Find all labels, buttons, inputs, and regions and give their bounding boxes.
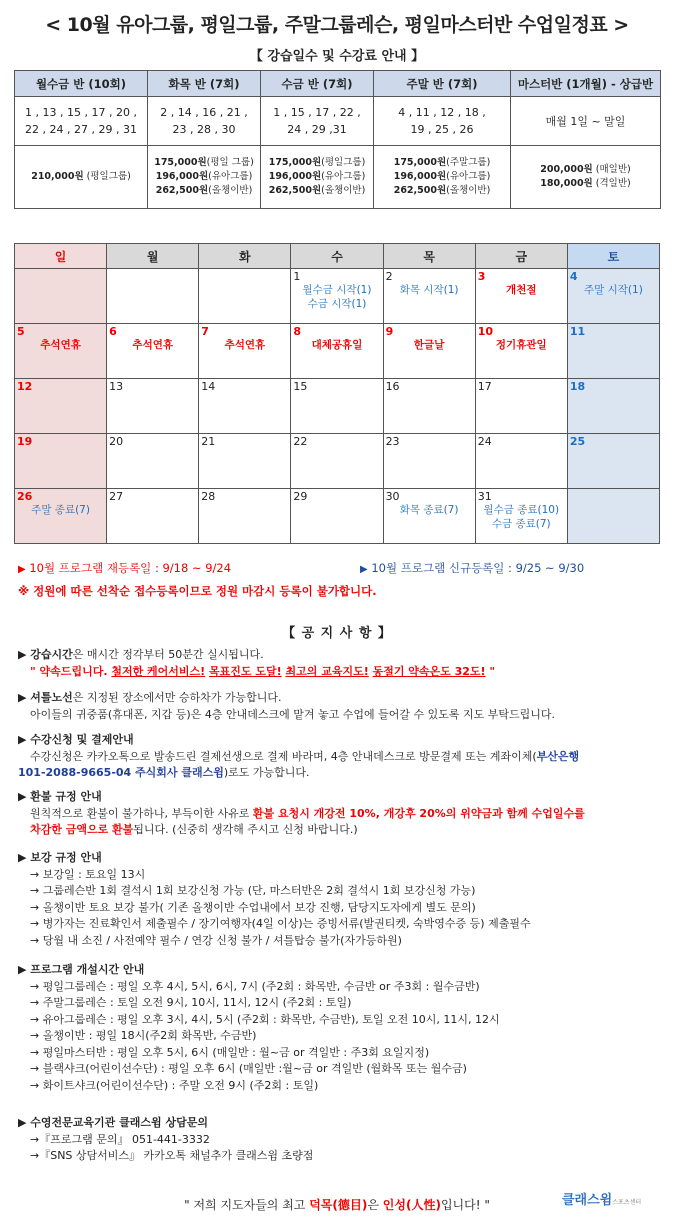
day-number: 8 — [293, 325, 302, 338]
day-event: 수금 종료(7) — [491, 518, 551, 530]
day-number: 12 — [17, 380, 33, 393]
day-event: 개천절 — [506, 284, 537, 296]
fee-note: (평일 그룹) — [206, 157, 254, 168]
calendar-day — [291, 269, 383, 324]
fee-days-text: 22 , 24 , 27 , 29 , 31 — [25, 123, 137, 136]
day-number: 6 — [109, 325, 117, 338]
day-number: 2 — [385, 270, 393, 283]
day-event: 월수금 종료(10) — [483, 504, 560, 516]
day-number: 3 — [477, 270, 486, 283]
day-event: 추석연휴 — [132, 339, 173, 351]
calendar-day — [383, 434, 475, 489]
section-schedule — [18, 962, 664, 1094]
weekday-header: 수 — [291, 244, 383, 269]
calendar-day — [199, 324, 291, 379]
fee-amount: 196,000원 — [393, 171, 447, 182]
section-heading: ▶ 강습시간 — [18, 648, 73, 661]
fee-header: 수금 반 (7회) — [261, 71, 374, 97]
fee-header: 월수금 반 (10회) — [15, 71, 148, 97]
fee-note: (유아그룹) — [446, 171, 491, 182]
day-event: 한글날 — [413, 339, 445, 351]
list-item: → 화이트샤크(어린이선수단) : 주말 오전 9시 (주2회 : 토일) — [30, 1078, 319, 1092]
calendar-day — [107, 434, 199, 489]
fee-days-text: 2 , 14 , 16 , 21 , — [160, 106, 248, 119]
calendar-day — [567, 269, 659, 324]
calendar-day — [15, 434, 107, 489]
fee-days-text: 4 , 11 , 12 , 18 , — [398, 106, 486, 119]
calendar-day — [567, 379, 659, 434]
section-contact — [18, 1115, 664, 1165]
calendar-day — [383, 379, 475, 434]
fee-days-cell — [261, 97, 374, 146]
fee-amount: 196,000원 — [268, 171, 322, 182]
fee-days-text: 23 , 28 , 30 — [172, 123, 236, 136]
fee-header: 마스터반 (1개월) - 상급반 — [511, 71, 661, 97]
fee-days-text: 24 , 29 ,31 — [287, 123, 347, 136]
fee-note: (올챙이반) — [208, 185, 253, 196]
list-item: → 유아그룹레슨 : 평일 오후 3시, 4시, 5시 (주2회 : 화목반, 수금반), 토일 오전 10시, 11시, 12시 — [30, 1012, 500, 1026]
calendar-day — [15, 269, 107, 324]
brand-logo: 클래스윔스포츠센터 — [562, 1193, 642, 1208]
fee-price-cell — [148, 146, 261, 209]
calendar-day — [107, 269, 199, 324]
calendar-day — [475, 324, 567, 379]
day-number: 18 — [569, 380, 586, 393]
fee-note: (매일반) — [592, 164, 631, 175]
calendar-day — [291, 489, 383, 544]
list-item: → 주말그룹레슨 : 토일 오전 9시, 10시, 11시, 12시 (주2회 : 토일) — [30, 996, 352, 1009]
fee-amount: 180,000원 — [540, 178, 593, 189]
renew-registration — [18, 560, 231, 576]
day-number: 22 — [293, 435, 308, 448]
day-number: 26 — [17, 490, 33, 503]
day-event: 주말 종료(7) — [31, 504, 90, 516]
day-number: 24 — [477, 435, 492, 448]
day-number: 23 — [385, 435, 400, 448]
calendar-day — [291, 324, 383, 379]
fee-days-cell — [511, 97, 661, 146]
fee-note: (유아그룹) — [321, 171, 366, 182]
fee-days-cell — [374, 97, 511, 146]
fee-price-cell — [15, 146, 148, 209]
fee-amount: 262,500원 — [268, 185, 322, 196]
bank-name: 부산은행 — [536, 749, 580, 763]
calendar-day — [15, 324, 107, 379]
calendar-day — [291, 434, 383, 489]
section-text: 아이들의 귀중품(휴대폰, 지갑 등)은 4층 안내데스크에 맡겨 놓고 수업에 들어갈 수 있도록 지도 부탁드립니다. — [30, 707, 555, 721]
day-number: 14 — [201, 380, 216, 393]
day-number: 11 — [569, 325, 586, 338]
day-event: 대체공휴일 — [311, 339, 363, 351]
list-item: → 블랙샤크(어린이선수단) : 평일 오후 6시 (매일반 :월~금 or 격일반 (월화목 또는 월수금) — [30, 1062, 467, 1075]
fee-table — [14, 70, 661, 209]
fee-header: 화목 반 (7회) — [148, 71, 261, 97]
fee-amount: 175,000원 — [154, 157, 207, 168]
weekday-header: 목 — [383, 244, 475, 269]
new-text: 10월 프로그램 신규등록일 : 9/25 ~ 9/30 — [371, 561, 585, 575]
list-item: → 병가자는 진료확인서 제출필수 / 장기여행자(4일 이상)는 증빙서류(발권티켓, 숙박영수증 등) 제출필수 — [30, 917, 531, 930]
day-number: 25 — [569, 435, 586, 448]
day-number: 7 — [201, 325, 209, 338]
day-number: 15 — [293, 380, 308, 393]
weekday-header: 화 — [199, 244, 291, 269]
fee-amount: 262,500원 — [155, 185, 209, 196]
fee-amount: 200,000원 — [540, 164, 593, 175]
day-number: 5 — [17, 325, 25, 338]
fee-amount: 175,000원 — [268, 157, 322, 168]
weekday-header: 일 — [15, 244, 107, 269]
list-item: → 당월 내 소진 / 사전예약 필수 / 연강 신청 불가 / 셔틀탑승 불가(자가등하원) — [30, 933, 402, 947]
fee-note: (평일그룹) — [83, 171, 131, 182]
day-event: 주말 시작(1) — [584, 284, 643, 296]
new-registration — [360, 560, 584, 576]
day-number: 28 — [201, 490, 216, 503]
list-item: →『프로그램 문의』 051-441-3332 — [30, 1132, 210, 1146]
day-number: 9 — [385, 325, 394, 338]
list-item: → 평일마스터반 : 평일 오후 5시, 6시 (매일반 : 월~금 or 격일반 : 주3회 요일지정) — [30, 1045, 430, 1059]
section-payment: ▶ 수강신청 및 결제안내 수강신청은 카카오톡으로 발송드린 결제선생으로 결제 바라며, 4층 안내데스크로 방문결제 또는 계좌이체(부산은행 101-2088-9665-04 주식회사 클래스윔)로도 가능합니다. — [18, 732, 664, 782]
calendar-day — [383, 324, 475, 379]
section-text: 은 지정된 장소에서만 승하차가 가능합니다. — [72, 691, 282, 704]
section-heading: ▶ 수강신청 및 결제안내 — [18, 733, 134, 746]
section-shuttle — [18, 690, 664, 723]
list-item: → 평일그룹레슨 : 평일 오후 4시, 5시, 6시, 7시 (주2회 : 화목반, 수금반 or 주3회 : 월수금반) — [30, 979, 480, 993]
fee-amount: 175,000원 — [393, 157, 447, 168]
warning-text: ※ 정원에 따른 선착순 접수등록이므로 정원 마감시 등록이 불가합니다. — [18, 584, 377, 598]
calendar-day — [199, 379, 291, 434]
fee-amount: 262,500원 — [393, 185, 447, 196]
calendar-day — [107, 489, 199, 544]
calendar — [14, 243, 660, 544]
fee-days-text: 1 , 13 , 15 , 17 , 20 , — [25, 106, 137, 119]
day-event: 화목 시작(1) — [399, 284, 459, 296]
calendar-day — [291, 379, 383, 434]
day-number: 16 — [385, 380, 400, 393]
fee-note: (주말그룹) — [446, 157, 491, 168]
fee-days-text: 매월 1일 ~ 말일 — [545, 114, 626, 128]
calendar-day — [383, 489, 475, 544]
calendar-day — [475, 434, 567, 489]
weekday-header: 금 — [475, 244, 567, 269]
fee-days-text: 19 , 25 , 26 — [410, 123, 474, 136]
fee-price-cell — [261, 146, 374, 209]
weekday-header: 월 — [107, 244, 199, 269]
day-number: 27 — [109, 490, 124, 503]
day-event: 수금 시작(1) — [307, 298, 367, 310]
day-number: 17 — [477, 380, 492, 393]
arrow-icon: ▶ — [360, 564, 368, 575]
day-number: 1 — [293, 270, 301, 283]
fee-note: (올챙이반) — [321, 185, 366, 196]
day-event: 정기휴관일 — [495, 339, 547, 351]
calendar-day — [383, 269, 475, 324]
day-number: 4 — [569, 270, 578, 283]
day-number: 19 — [17, 435, 33, 448]
page-title: < 10월 유아그룹, 평일그룹, 주말그룹레슨, 평일마스터반 수업일정표 > — [45, 14, 629, 36]
notice-title: 【 공 지 사 항 】 — [282, 626, 392, 641]
calendar-day — [475, 379, 567, 434]
list-item: → 그룹레슨반 1회 결석시 1회 보강신청 가능 (단, 마스터반은 2회 결석시 1회 보강신청 가능) — [30, 884, 476, 897]
section-heading: ▶ 환불 규정 안내 — [18, 790, 102, 803]
fee-price-cell — [374, 146, 511, 209]
day-number: 13 — [109, 380, 124, 393]
calendar-day — [567, 434, 659, 489]
arrow-icon: ▶ — [18, 564, 26, 575]
day-event: 추석연휴 — [40, 339, 81, 351]
day-number: 29 — [293, 490, 308, 503]
fee-note: (올챙이반) — [446, 185, 491, 196]
calendar-day — [567, 489, 659, 544]
list-item: → 올챙이반 토요 보강 불가( 기존 올챙이반 수업내에서 보강 진행, 담당지도자에게 별도 문의) — [30, 900, 476, 914]
calendar-day — [199, 434, 291, 489]
day-number: 30 — [385, 490, 400, 503]
calendar-day — [15, 379, 107, 434]
day-number: 21 — [201, 435, 216, 448]
footer-motto: " 저희 지도자들의 최고 덕목(德目)은 인성(人性)입니다! " — [184, 1198, 490, 1212]
section-heading: ▶ 수영전문교육기관 클래스윔 상담문의 — [18, 1116, 208, 1129]
section-lesson-time — [18, 647, 664, 680]
weekday-header: 토 — [567, 244, 659, 269]
calendar-day — [199, 269, 291, 324]
day-number: 31 — [477, 490, 492, 503]
day-number: 20 — [109, 435, 124, 448]
fee-days-text: 1 , 15 , 17 , 22 , — [273, 106, 361, 119]
calendar-day — [475, 489, 567, 544]
calendar-day — [475, 269, 567, 324]
section-heading: ▶ 프로그램 개설시간 안내 — [18, 963, 145, 976]
fee-price-cell — [511, 146, 661, 209]
calendar-day — [15, 489, 107, 544]
fee-note: (격일반) — [592, 178, 631, 189]
list-item: → 보강일 : 토요일 13시 — [30, 867, 146, 881]
day-event: 추석연휴 — [224, 339, 266, 351]
fee-subtitle: 【 강습일수 및 수강료 안내 】 — [249, 49, 425, 64]
section-heading: ▶ 셔틀노선 — [18, 691, 73, 704]
fee-amount: 210,000원 — [31, 171, 84, 182]
fee-amount: 196,000원 — [155, 171, 209, 182]
day-event: 화목 종료(7) — [399, 504, 459, 516]
calendar-day — [567, 324, 659, 379]
section-heading: ▶ 보강 규정 안내 — [18, 851, 102, 864]
slogan-line: " 약속드립니다. 철저한 케어서비스! 목표진도 도달! 최고의 교육지도! 동절기 약속온도 32도! " — [30, 664, 496, 678]
section-text: 은 매시간 정각부터 50분간 실시됩니다. — [72, 648, 264, 661]
calendar-day — [107, 324, 199, 379]
section-makeup — [18, 850, 664, 949]
day-number: 10 — [477, 325, 494, 338]
list-item: →『SNS 상담서비스』 카카오톡 채널추가 클래스윔 초량점 — [30, 1149, 314, 1162]
fee-days-cell — [148, 97, 261, 146]
renew-text: 10월 프로그램 재등록일 : 9/18 ~ 9/24 — [29, 561, 232, 575]
list-item: → 올챙이반 : 평일 18시(주2회 화목반, 수금반) — [30, 1029, 257, 1042]
fee-header: 주말 반 (7회) — [374, 71, 511, 97]
section-refund: ▶ 환불 규정 안내 원칙적으로 환불이 불가하나, 부득이한 사유로 환불 요청시 개강전 10%, 개강후 20%의 위약금과 함께 수업일수를 차감한 금액으로 환불됩니다. (신중히 생각해 주시고 신청 바랍니다.) — [18, 789, 664, 839]
calendar-day — [199, 489, 291, 544]
day-event: 월수금 시작(1) — [302, 284, 372, 296]
fee-note: (유아그룹) — [208, 171, 253, 182]
fee-days-cell — [15, 97, 148, 146]
fee-note: (평일그룹) — [321, 157, 366, 168]
calendar-day — [107, 379, 199, 434]
bank-account: 101-2088-9665-04 주식회사 클래스윔 — [18, 766, 224, 779]
